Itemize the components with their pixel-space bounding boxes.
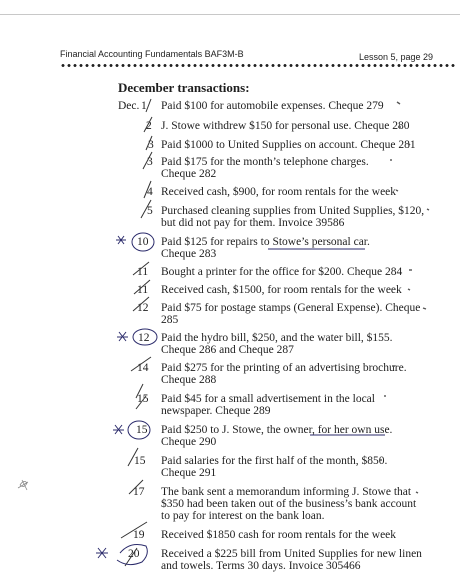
day-number: 15 bbox=[137, 393, 149, 405]
transaction-line: Paid $1000 to United Supplies on account. Cheque 281 bbox=[161, 139, 416, 151]
checkmark-icon bbox=[136, 384, 143, 398]
star-mark-icon bbox=[96, 548, 108, 558]
transaction-line: but did not pay for them. Invoice 39586 bbox=[161, 217, 345, 229]
checkmark-icon bbox=[144, 117, 152, 132]
course-header: Financial Accounting Fundamentals BAF3M-B bbox=[60, 49, 244, 59]
circle-mark bbox=[132, 233, 154, 251]
circle-mark bbox=[128, 421, 150, 439]
transaction-line: $350 had been taken out of the business’s bank account bbox=[161, 498, 417, 510]
transaction-line: Paid $100 for automobile expenses. Cheque 279 bbox=[161, 100, 384, 112]
transaction-line: to pay for interest on the bank loan. bbox=[161, 510, 325, 522]
transaction-line: Paid $275 for the printing of an advertising brochure. bbox=[161, 362, 407, 374]
day-number: 3 bbox=[148, 139, 154, 151]
transaction-line: Cheque 282 bbox=[161, 168, 217, 180]
transaction-line: Bought a printer for the office for $200. Cheque 284 bbox=[161, 266, 403, 278]
day-number: 10 bbox=[137, 236, 149, 248]
transaction-line: Cheque 290 bbox=[161, 436, 217, 448]
transaction-line: 285 bbox=[161, 314, 179, 326]
day-number: 2 bbox=[146, 120, 152, 132]
transaction-line: Paid $75 for postage stamps (General Expense). Cheque bbox=[161, 302, 421, 314]
checkmark-icon bbox=[141, 200, 151, 218]
transaction-line: Cheque 291 bbox=[161, 467, 217, 479]
checkmark-icon bbox=[144, 181, 151, 198]
day-number: 12 bbox=[138, 332, 150, 344]
transaction-line: Paid the hydro bill, $250, and the water bill, $155. bbox=[161, 332, 393, 344]
day-number: 15 bbox=[134, 455, 146, 467]
star-mark-icon bbox=[117, 332, 128, 341]
day-number: 4 bbox=[147, 186, 153, 198]
transaction-line: Cheque 288 bbox=[161, 374, 217, 386]
checkmark-icon bbox=[133, 297, 149, 311]
checkmark-icon bbox=[146, 99, 151, 112]
month-label: Dec. bbox=[118, 100, 140, 112]
transaction-line: Received cash, $1500, for room rentals for the week bbox=[161, 284, 402, 296]
star-mark-icon bbox=[116, 236, 126, 244]
transaction-line: newspaper. Cheque 289 bbox=[161, 405, 271, 417]
day-number: 11 bbox=[137, 284, 149, 296]
day-number: 20 bbox=[128, 548, 140, 560]
day-number: 17 bbox=[133, 486, 145, 498]
day-number: 3 bbox=[147, 156, 153, 168]
transaction-line: Paid salaries for the first half of the month, $850. bbox=[161, 455, 388, 467]
day-number: 5 bbox=[147, 205, 153, 217]
day-number: 19 bbox=[133, 529, 145, 541]
day-number: 1 bbox=[141, 100, 147, 112]
circle-mark bbox=[133, 329, 157, 345]
checkmark-icon bbox=[121, 522, 147, 538]
transaction-line: and towels. Terms 30 days. Invoice 305466 bbox=[161, 560, 361, 572]
transaction-line: Paid $175 for the month’s telephone charges. bbox=[161, 156, 369, 168]
checkmark-icon bbox=[125, 548, 137, 566]
checkmark-icon bbox=[129, 480, 143, 494]
page-title: December transactions: bbox=[118, 80, 250, 95]
transaction-line: Received a $225 bill from United Supplies for new linen bbox=[161, 548, 422, 560]
transaction-line: Paid $250 to J. Stowe, the owner, for her own use. bbox=[161, 424, 393, 436]
checkmark-icon bbox=[128, 448, 138, 466]
transaction-line: Paid $45 for a small advertisement in the local bbox=[161, 393, 375, 405]
checkmark-icon bbox=[146, 136, 152, 150]
star-mark-icon bbox=[113, 425, 124, 434]
transaction-line: Cheque 283 bbox=[161, 248, 217, 260]
repairs-text: Paid $125 for repairs to Stowe’s personal car. bbox=[161, 236, 370, 248]
transaction-line: Purchased cleaning supplies from United Supplies, $120, bbox=[161, 205, 425, 217]
checkmark-icon bbox=[134, 280, 150, 294]
day-number: 11 bbox=[137, 266, 149, 278]
checkmark-icon bbox=[131, 357, 151, 371]
day-number: 14 bbox=[137, 362, 149, 374]
checkmark-icon bbox=[136, 396, 146, 409]
checkmark-icon bbox=[143, 152, 152, 169]
transaction-line: Received $1850 cash for room rentals for the week bbox=[161, 529, 397, 541]
checkmark-icon bbox=[133, 262, 149, 275]
day-number: 15 bbox=[136, 424, 148, 436]
pencil-scribble bbox=[18, 480, 28, 490]
transaction-line: J. Stowe withdrew $150 for personal use. Cheque 280 bbox=[161, 120, 410, 132]
transaction-line: The bank sent a memorandum informing J. Stowe that bbox=[161, 486, 412, 498]
day-number: 12 bbox=[137, 302, 149, 314]
lesson-header: Lesson 5, page 29 bbox=[359, 52, 434, 62]
transaction-line: Received cash, $900, for room rentals for the week bbox=[161, 186, 397, 198]
transaction-line: Cheque 286 and Cheque 287 bbox=[161, 344, 294, 356]
